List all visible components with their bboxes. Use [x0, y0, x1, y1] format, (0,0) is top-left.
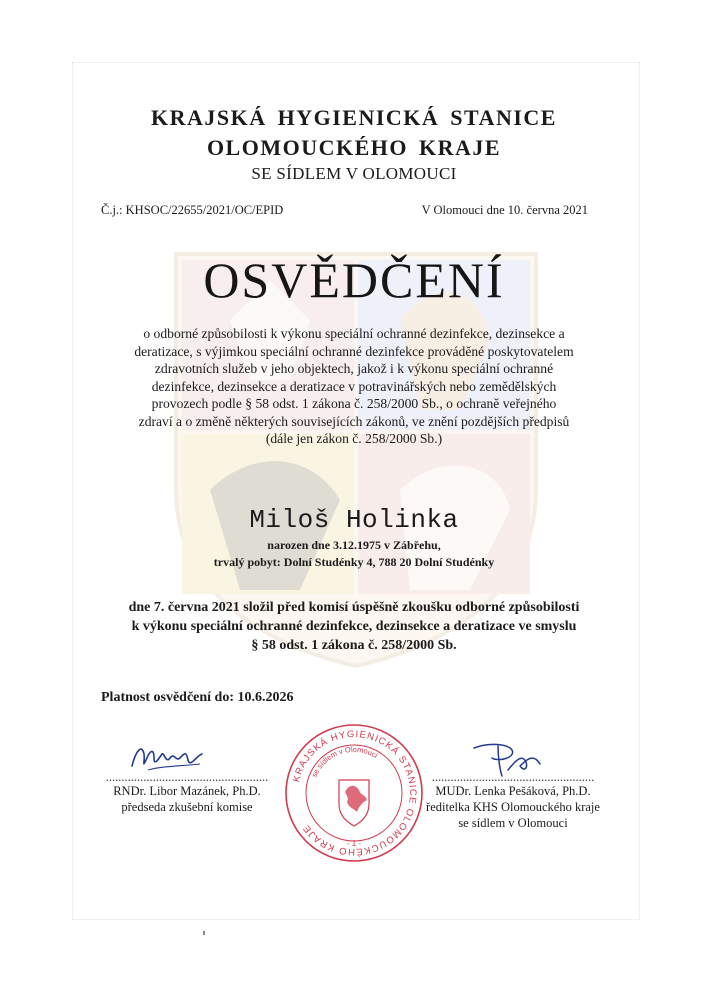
holder-details: [0, 537, 708, 571]
document-title: OSVĚDČENÍ: [203, 252, 505, 308]
place-and-date: V Olomouci dne 10. června 2021: [421, 203, 588, 217]
official-stamp: [283, 722, 425, 864]
director-signature-block: [418, 773, 608, 831]
issuer-seat: SE SÍDLEM V OLOMOUCI: [251, 164, 457, 183]
issuer-name-line2: OLOMOUCKÉHO KRAJE: [206, 135, 502, 160]
director-role: ředitelka KHS Olomouckého kraje: [426, 800, 600, 814]
holder-name: Miloš Holinka: [249, 505, 459, 535]
scan-mark: [203, 931, 205, 935]
issuer-name-line1: KRAJSKÁ HYGIENICKÁ STANICE: [151, 105, 557, 130]
intro-line: zdraví a o změně některých souvisejících zákonů, ve znění pozdějších předpisů: [138, 413, 570, 429]
director-seat: se sídlem v Olomouci: [458, 816, 568, 830]
signature-line: ....................................................: [431, 773, 595, 783]
chairman-signature: [128, 740, 208, 774]
signature-line: ....................................................: [105, 773, 269, 783]
holder-birth: narozen dne 3.12.1975 v Zábřehu,: [267, 538, 441, 552]
holder-residence: trvalý pobyt: Dolní Studénky 4, 788 20 Dolní Studénky: [213, 555, 495, 569]
exam-line: § 58 odst. 1 zákona č. 258/2000 Sb.: [251, 638, 457, 653]
director-name: MUDr. Lenka Pešáková, Ph.D.: [435, 784, 591, 798]
chairman-role: předseda zkušební komise: [121, 800, 253, 814]
intro-line: deratizace, s výjimkou speciální ochranné dezinfekce prováděné poskytovatelem: [134, 343, 574, 359]
intro-line: provozech podle § 58 odst. 1 zákona č. 258/2000 Sb., o ochraně veřejného: [151, 396, 557, 411]
stamp-inner-text: se sídlem v Olomouci: [309, 744, 380, 779]
reference-number: Č.j.: KHSOC/22655/2021/OC/EPID: [101, 203, 284, 217]
exam-statement: [84, 598, 624, 655]
intro-line: zdravotních služeb v jeho objektech, jakož i k výkonu speciální ochranné: [154, 361, 554, 376]
exam-line: dne 7. června 2021 složil před komisí úspěšně zkoušku odborné způsobilosti: [128, 600, 580, 615]
chairman-signature-block: [92, 773, 282, 815]
chairman-name: RNDr. Libor Mazánek, Ph.D.: [113, 784, 261, 798]
stamp-outer-text: KRAJSKÁ HYGIENICKÁ STANICE OLOMOUCKÉHO KRAJE: [291, 728, 419, 858]
stamp-number: - 1 -: [346, 839, 362, 848]
intro-line: o odborné způsobilosti k výkonu speciální ochranné dezinfekce, dezinsekce a: [143, 326, 565, 341]
intro-line: (dále jen zákon č. 258/2000 Sb.): [265, 431, 443, 446]
intro-line: dezinfekce, dezinsekce a deratizace v potravinářských nebo zemědělských: [151, 378, 557, 394]
certificate-intro: [104, 325, 604, 448]
exam-line: k výkonu speciální ochranné dezinfekce, dezinsekce a deratizace ve smyslu: [131, 619, 577, 634]
validity-date: Platnost osvědčení do: 10.6.2026: [101, 690, 294, 705]
reference-line: [101, 203, 588, 218]
issuer-header: [0, 103, 708, 184]
